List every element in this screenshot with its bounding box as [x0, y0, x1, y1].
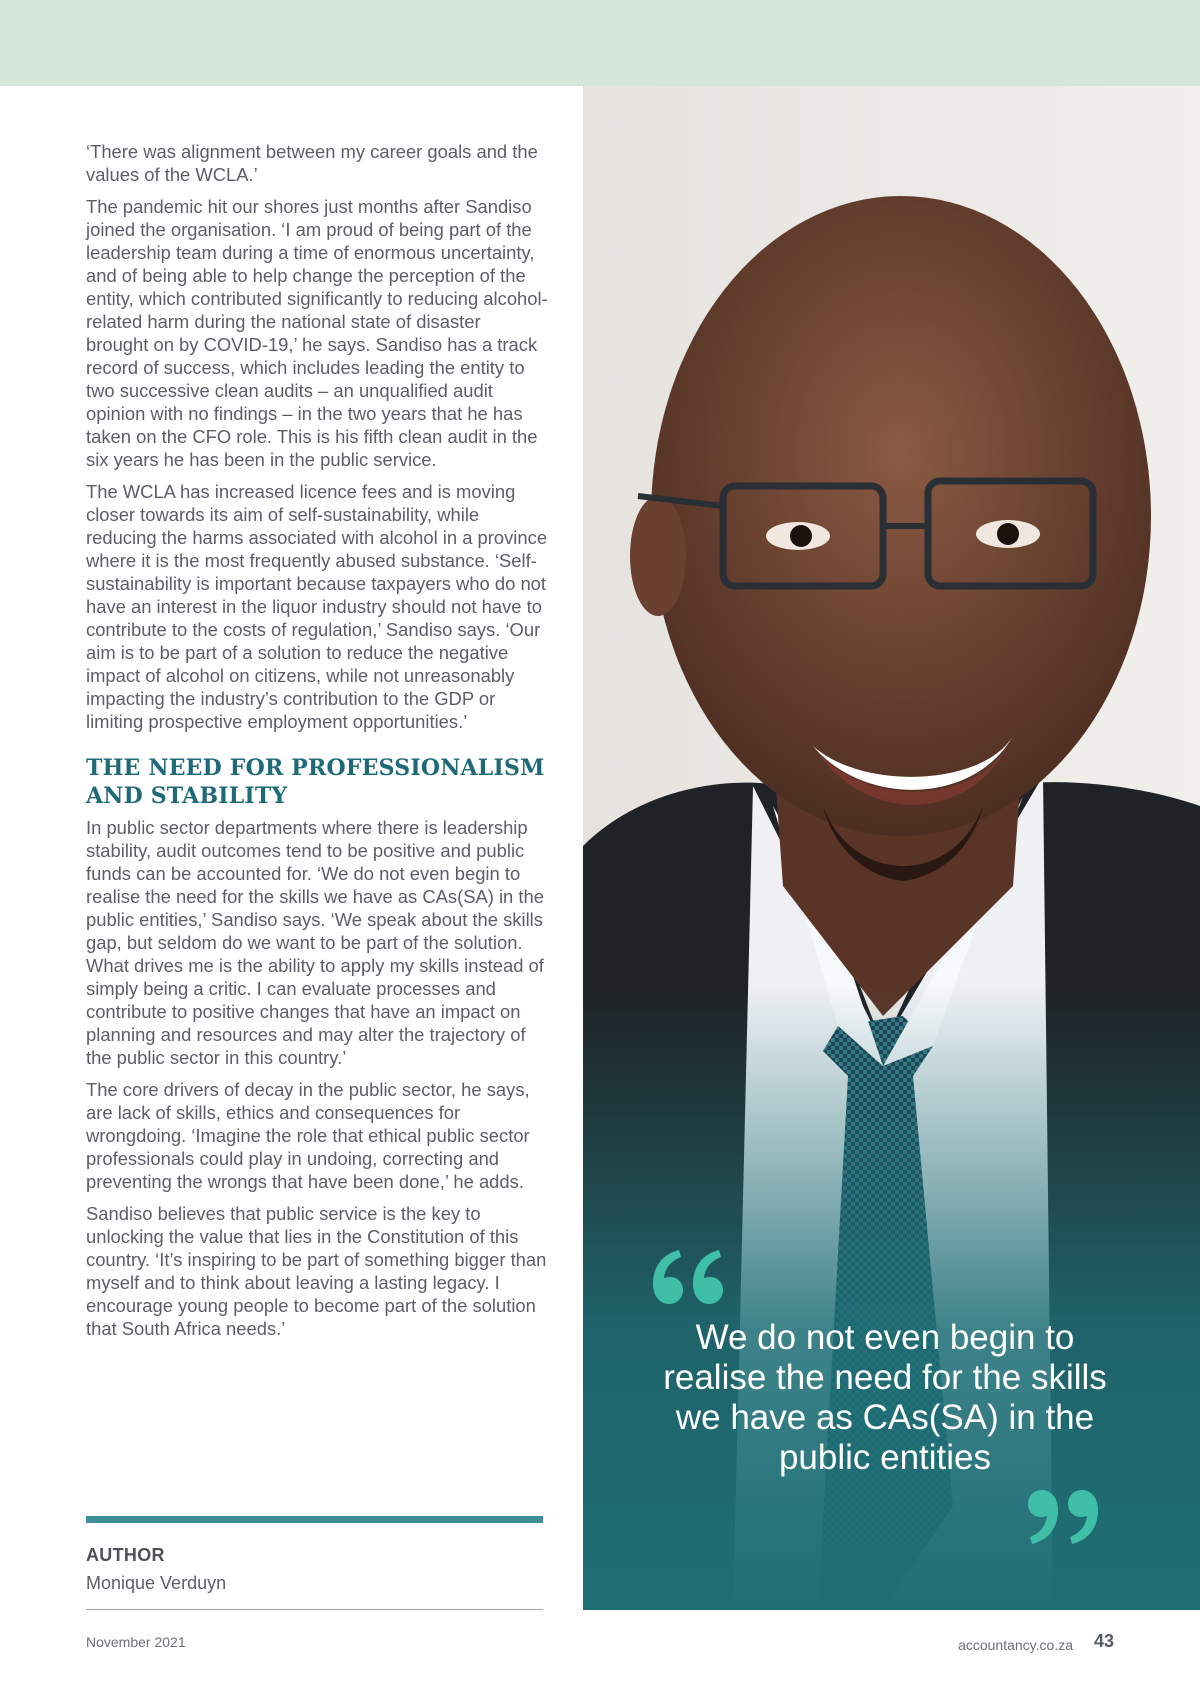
footer-website: accountancy.co.za	[958, 1637, 1073, 1653]
paragraph: Sandiso believes that public service is the key to unlocking the value that lies in the Constitution of this country. ‘It’s inspiring to be part of something bigger than myself and to think about leaving a lasting legacy. I encourage young people to become part of the solution that South Africa needs.’	[86, 1203, 547, 1339]
open-quote-icon	[647, 1240, 725, 1310]
author-name: Monique Verduyn	[86, 1573, 227, 1593]
close-quote-icon	[1026, 1484, 1104, 1554]
section-heading: THE NEED FOR PROFESSIONALISM AND STABILITY	[86, 755, 545, 809]
article-column	[86, 140, 548, 1349]
page-number: 43	[1094, 1631, 1115, 1651]
top-color-band	[0, 0, 1200, 86]
author-divider	[86, 1516, 543, 1523]
paragraph: In public sector departments where there is leadership stability, audit outcomes tend to be positive and public funds can be accounted for. ‘We do not even begin to realise the need for the skills we have as CAs(SA) in the public entities,’ Sandiso says. ‘We speak about the skills gap, but seldom do we want to be part of the solution. What drives me is the ability to apply my skills instead of simply being a critic. I can evaluate processes and contribute to positive changes that have an impact on planning and resources and may alter the trajectory of the public sector in this country.’	[86, 817, 544, 1068]
footer-date: November 2021	[86, 1634, 186, 1650]
author-label: AUTHOR	[86, 1545, 165, 1565]
pull-quote: We do not even begin to realise the need for the skills we have as CAs(SA) in the public entities	[663, 1318, 1107, 1477]
paragraph: The pandemic hit our shores just months after Sandiso joined the organisation. ‘I am proud of being part of the leadership team during a time of enormous uncertainty, and of being able to help change the perception of the entity, which contributed significantly to reducing alcohol-related harm during the national state of disaster brought on by COVID-19,’ he says. Sandiso has a track record of success, which includes leading the entity to two successive clean audits – an unqualified audit opinion with no findings – in the two years that he has taken on the CFO role. This is his fifth clean audit in the six years he has been in the public service.	[86, 196, 548, 470]
paragraph: The WCLA has increased licence fees and is moving closer towards its aim of self-sustainability, while reducing the harms associated with alcohol in a province where it is the most frequently abused substance. ‘Self-sustainability is important because taxpayers who do not have an interest in the liquor industry should not have to contribute to the costs of regulation,’ Sandiso says. ‘Our aim is to be part of a solution to reduce the negative impact of alcohol on citizens, while not unreasonably impacting the industry’s contribution to the GDP or limiting prospective employment opportunities.’	[86, 481, 548, 732]
author-bottom-rule	[86, 1609, 543, 1610]
paragraph: ‘There was alignment between my career goals and the values of the WCLA.’	[86, 141, 538, 185]
paragraph: The core drivers of decay in the public sector, he says, are lack of skills, ethics and consequences for wrongdoing. ‘Imagine the role that ethical public sector professionals could play in undoing, correcting and preventing the wrongs that have been done,’ he adds.	[86, 1079, 530, 1192]
